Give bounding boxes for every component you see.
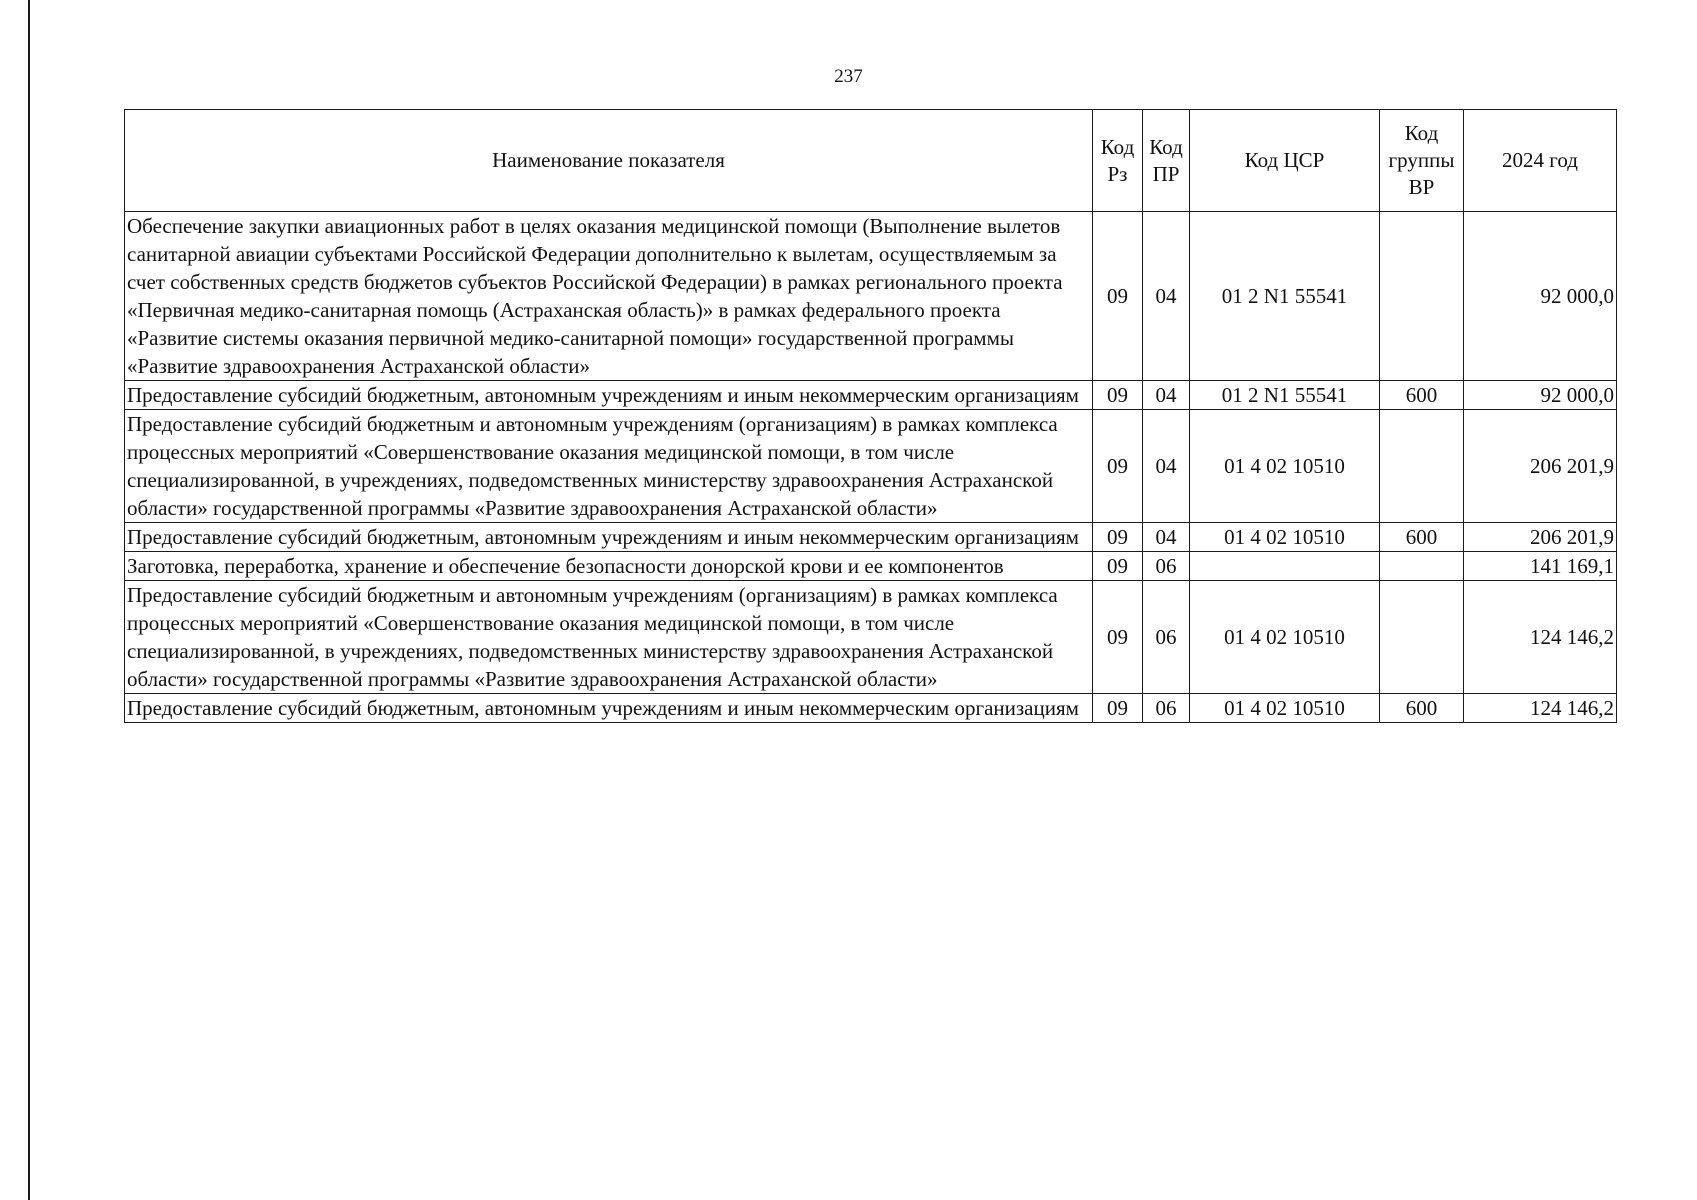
row-amount: 92 000,0 [1464, 212, 1617, 381]
row-pr: 06 [1143, 694, 1190, 723]
header-row [125, 110, 1617, 212]
header-year: 2024 год [1464, 110, 1617, 212]
row-vr [1380, 410, 1464, 523]
row-name: Обеспечение закупки авиационных работ в целях оказания медицинской помощи (Выполнение вылетов санитарной авиации субъектами Российской Федерации дополнительно к вылетам, осуществляемым за счет собственных средств бюджетов субъектов Российской Федерации) в рамках регионального проекта «Первичная медико-санитарная помощь (Астраханская область)» в рамках федерального проекта «Развитие системы оказания первичной медико-санитарной помощи» государственной программы «Развитие здравоохранения Астраханской области» [125, 212, 1093, 381]
row-vr: 600 [1380, 381, 1464, 410]
row-pr: 06 [1143, 581, 1190, 694]
row-csr: 01 4 02 10510 [1190, 694, 1380, 723]
row-csr: 01 4 02 10510 [1190, 581, 1380, 694]
table-row [125, 212, 1617, 381]
row-csr: 01 2 N1 55541 [1190, 381, 1380, 410]
header-pr: Код ПР [1143, 110, 1190, 212]
table-row [125, 552, 1617, 581]
table-row [125, 523, 1617, 552]
header-vr: Код группы ВР [1380, 110, 1464, 212]
row-csr: 01 4 02 10510 [1190, 523, 1380, 552]
header-name: Наименование показателя [125, 110, 1093, 212]
row-pr: 04 [1143, 212, 1190, 381]
row-vr [1380, 212, 1464, 381]
header-csr: Код ЦСР [1190, 110, 1380, 212]
row-pr: 04 [1143, 381, 1190, 410]
row-rz: 09 [1093, 212, 1143, 381]
row-amount: 206 201,9 [1464, 523, 1617, 552]
table-row [125, 581, 1617, 694]
row-amount: 124 146,2 [1464, 581, 1617, 694]
row-name: Предоставление субсидий бюджетным, автономным учреждениям и иным некоммерческим организациям [125, 694, 1093, 723]
row-amount: 206 201,9 [1464, 410, 1617, 523]
row-rz: 09 [1093, 523, 1143, 552]
row-pr: 04 [1143, 410, 1190, 523]
row-rz: 09 [1093, 381, 1143, 410]
table-row [125, 410, 1617, 523]
row-name: Предоставление субсидий бюджетным, автономным учреждениям и иным некоммерческим организациям [125, 381, 1093, 410]
header-rz: Код Рз [1093, 110, 1143, 212]
row-rz: 09 [1093, 581, 1143, 694]
row-rz: 09 [1093, 694, 1143, 723]
binding-margin-line [28, 0, 30, 1200]
row-name: Предоставление субсидий бюджетным и автономным учреждениям (организациям) в рамках комплекса процессных мероприятий «Совершенствование оказания медицинской помощи, в том числе специализированной, в учреждениях, подведомственных министерству здравоохранения Астраханской области» государственной программы «Развитие здравоохранения Астраханской области» [125, 410, 1093, 523]
row-rz: 09 [1093, 552, 1143, 581]
row-vr: 600 [1380, 523, 1464, 552]
row-pr: 04 [1143, 523, 1190, 552]
row-vr: 600 [1380, 694, 1464, 723]
row-amount: 92 000,0 [1464, 381, 1617, 410]
row-vr [1380, 552, 1464, 581]
row-csr [1190, 552, 1380, 581]
row-amount: 124 146,2 [1464, 694, 1617, 723]
table-row [125, 381, 1617, 410]
row-name: Предоставление субсидий бюджетным, автономным учреждениям и иным некоммерческим организациям [125, 523, 1093, 552]
row-name: Предоставление субсидий бюджетным и автономным учреждениям (организациям) в рамках комплекса процессных мероприятий «Совершенствование оказания медицинской помощи, в том числе специализированной, в учреждениях, подведомственных министерству здравоохранения Астраханской области» государственной программы «Развитие здравоохранения Астраханской области» [125, 581, 1093, 694]
row-amount: 141 169,1 [1464, 552, 1617, 581]
row-pr: 06 [1143, 552, 1190, 581]
row-name: Заготовка, переработка, хранение и обеспечение безопасности донорской крови и ее компонентов [125, 552, 1093, 581]
row-rz: 09 [1093, 410, 1143, 523]
budget-table [124, 109, 1617, 723]
row-csr: 01 2 N1 55541 [1190, 212, 1380, 381]
page-number: 237 [834, 66, 863, 87]
row-vr [1380, 581, 1464, 694]
row-csr: 01 4 02 10510 [1190, 410, 1380, 523]
table-row [125, 694, 1617, 723]
